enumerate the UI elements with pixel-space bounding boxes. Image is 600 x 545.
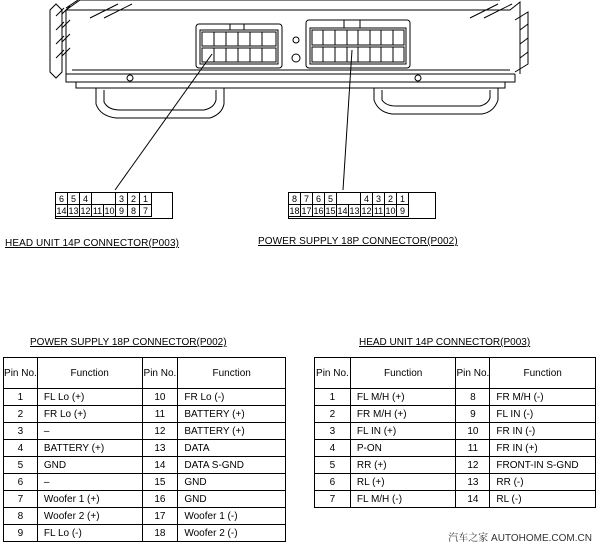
table-row	[4, 508, 286, 525]
table-row	[315, 457, 596, 474]
table-row	[315, 474, 596, 491]
pin-number-cell: 7	[4, 491, 38, 508]
pin-cell: 14	[337, 206, 348, 216]
pin-number-cell: 11	[142, 406, 178, 423]
head-unit-connector-housing	[196, 24, 282, 68]
header-pin-no: Pin No.	[315, 358, 351, 389]
function-cell: FL IN (-)	[490, 406, 596, 423]
pin-cell: 7	[300, 192, 313, 205]
function-cell: Woofer 2 (-)	[178, 525, 286, 542]
pin-number-cell: 4	[4, 440, 38, 457]
head-unit-connector-label: HEAD UNIT 14P CONNECTOR(P003)	[5, 238, 180, 249]
function-cell: FR IN (+)	[490, 440, 596, 457]
function-cell: FL M/H (-)	[350, 491, 456, 508]
header-function: Function	[350, 358, 456, 389]
pin-cell: 11	[92, 206, 103, 216]
function-cell: RL (+)	[350, 474, 456, 491]
pin-cell: 5	[67, 192, 80, 205]
pin-number-cell: 3	[4, 423, 38, 440]
pin-number-cell: 9	[4, 525, 38, 542]
pin-cell: 2	[127, 192, 140, 205]
header-function: Function	[490, 358, 596, 389]
pin-number-cell: 17	[142, 508, 178, 525]
right-heatsink-fins	[515, 12, 528, 72]
pin-cell: 5	[324, 192, 337, 205]
pin-cell: 6	[312, 192, 325, 205]
table-row	[4, 491, 286, 508]
power-supply-connector-label: POWER SUPPLY 18P CONNECTOR(P002)	[258, 236, 458, 247]
pin-cell: 13	[349, 206, 360, 216]
table-header-row	[315, 358, 596, 389]
watermark: 汽车之家 AUTOHOME.COM.CN	[448, 533, 592, 544]
pin-cell: 3	[372, 192, 385, 205]
pin-number-cell: 8	[456, 389, 490, 406]
table-row	[4, 525, 286, 542]
function-cell: GND	[178, 491, 286, 508]
function-cell: BATTERY (+)	[37, 440, 142, 457]
pin-number-cell: 13	[456, 474, 490, 491]
head-unit-table-title: HEAD UNIT 14P CONNECTOR(P003)	[359, 337, 531, 348]
head-unit-pin-face	[55, 192, 173, 219]
power-supply-pin-face	[288, 192, 436, 219]
header-pin-no: Pin No.	[456, 358, 490, 389]
pin-cell: 8	[127, 204, 140, 217]
power-supply-connector-housing	[306, 20, 410, 68]
function-cell: RR (-)	[490, 474, 596, 491]
table-row	[315, 423, 596, 440]
function-cell: FL IN (+)	[350, 423, 456, 440]
pin-number-cell: 12	[456, 457, 490, 474]
pin-number-cell: 16	[142, 491, 178, 508]
table-row	[4, 406, 286, 423]
table-row	[315, 440, 596, 457]
leader-line-power-supply	[343, 50, 352, 190]
pin-number-cell: 14	[142, 457, 178, 474]
function-cell: FR Lo (-)	[178, 389, 286, 406]
function-cell: BATTERY (+)	[178, 406, 286, 423]
pin-number-cell: 2	[315, 406, 351, 423]
function-cell: RL (-)	[490, 491, 596, 508]
pin-cell: 14	[56, 206, 67, 216]
header-function: Function	[37, 358, 142, 389]
pin-cell: 11	[373, 206, 384, 216]
table-row	[4, 389, 286, 406]
function-cell: –	[37, 423, 142, 440]
function-cell: GND	[178, 474, 286, 491]
table-row	[4, 423, 286, 440]
pin-cell: 12	[361, 206, 372, 216]
pin-number-cell: 12	[142, 423, 178, 440]
function-cell: FR M/H (-)	[490, 389, 596, 406]
pin-cell: 4	[360, 192, 373, 205]
function-cell: DATA	[178, 440, 286, 457]
pin-number-cell: 3	[315, 423, 351, 440]
pin-number-cell: 10	[456, 423, 490, 440]
pin-number-cell: 15	[142, 474, 178, 491]
table-row	[315, 491, 596, 508]
pin-row-bottom	[56, 205, 172, 217]
pin-cell: 10	[385, 206, 396, 216]
pin-number-cell: 5	[4, 457, 38, 474]
header-pin-no: Pin No.	[4, 358, 38, 389]
pin-cell: 12	[80, 206, 91, 216]
table-row	[315, 389, 596, 406]
pin-number-cell: 5	[315, 457, 351, 474]
pin-number-cell: 4	[315, 440, 351, 457]
table-row	[4, 440, 286, 457]
pin-cell: 7	[139, 204, 152, 217]
pin-cell: 1	[396, 192, 409, 205]
function-cell: FR Lo (+)	[37, 406, 142, 423]
function-cell: DATA S-GND	[178, 457, 286, 474]
pin-cell: 2	[384, 192, 397, 205]
function-cell: –	[37, 474, 142, 491]
pin-number-cell: 18	[142, 525, 178, 542]
table-row	[4, 474, 286, 491]
table-header-row	[4, 358, 286, 389]
function-cell: BATTERY (+)	[178, 423, 286, 440]
head-unit-pin-table	[314, 357, 596, 508]
pin-number-cell: 11	[456, 440, 490, 457]
function-cell: FL Lo (+)	[37, 389, 142, 406]
power-supply-table-title: POWER SUPPLY 18P CONNECTOR(P002)	[30, 337, 227, 348]
pin-cell: 1	[139, 192, 152, 205]
pin-number-cell: 2	[4, 406, 38, 423]
pin-number-cell: 1	[315, 389, 351, 406]
pin-cell: 8	[288, 192, 301, 205]
pin-number-cell: 10	[142, 389, 178, 406]
pin-cell: 4	[79, 192, 92, 205]
table-row	[315, 406, 596, 423]
pin-number-cell: 7	[315, 491, 351, 508]
power-supply-pin-table	[3, 357, 286, 542]
function-cell: GND	[37, 457, 142, 474]
pin-cell: 6	[55, 192, 68, 205]
pin-number-cell: 6	[4, 474, 38, 491]
pin-cell: 3	[115, 192, 128, 205]
function-cell: FRONT-IN S-GND	[490, 457, 596, 474]
pin-number-cell: 6	[315, 474, 351, 491]
header-function: Function	[178, 358, 286, 389]
header-pin-no: Pin No.	[142, 358, 178, 389]
pin-cell: 13	[68, 206, 79, 216]
function-cell: Woofer 2 (+)	[37, 508, 142, 525]
function-cell: RR (+)	[350, 457, 456, 474]
pin-number-cell: 14	[456, 491, 490, 508]
table-row	[4, 457, 286, 474]
left-heatsink-fins	[50, 0, 78, 78]
pin-cell: 15	[325, 206, 336, 216]
pin-cell: 18	[289, 206, 300, 216]
function-cell: FL Lo (-)	[37, 525, 142, 542]
function-cell: FR M/H (+)	[350, 406, 456, 423]
function-cell: Woofer 1 (+)	[37, 491, 142, 508]
pin-cell: 10	[104, 206, 115, 216]
function-cell: FL M/H (+)	[350, 389, 456, 406]
pin-number-cell: 9	[456, 406, 490, 423]
function-cell: FR IN (-)	[490, 423, 596, 440]
pin-row-bottom	[289, 205, 435, 217]
pin-number-cell: 8	[4, 508, 38, 525]
function-cell: P-ON	[350, 440, 456, 457]
pin-cell: 16	[313, 206, 324, 216]
pin-cell: 9	[115, 204, 128, 217]
pin-number-cell: 13	[142, 440, 178, 457]
pin-cell: 9	[396, 204, 409, 217]
function-cell: Woofer 1 (-)	[178, 508, 286, 525]
pin-number-cell: 1	[4, 389, 38, 406]
pin-cell: 17	[301, 206, 312, 216]
